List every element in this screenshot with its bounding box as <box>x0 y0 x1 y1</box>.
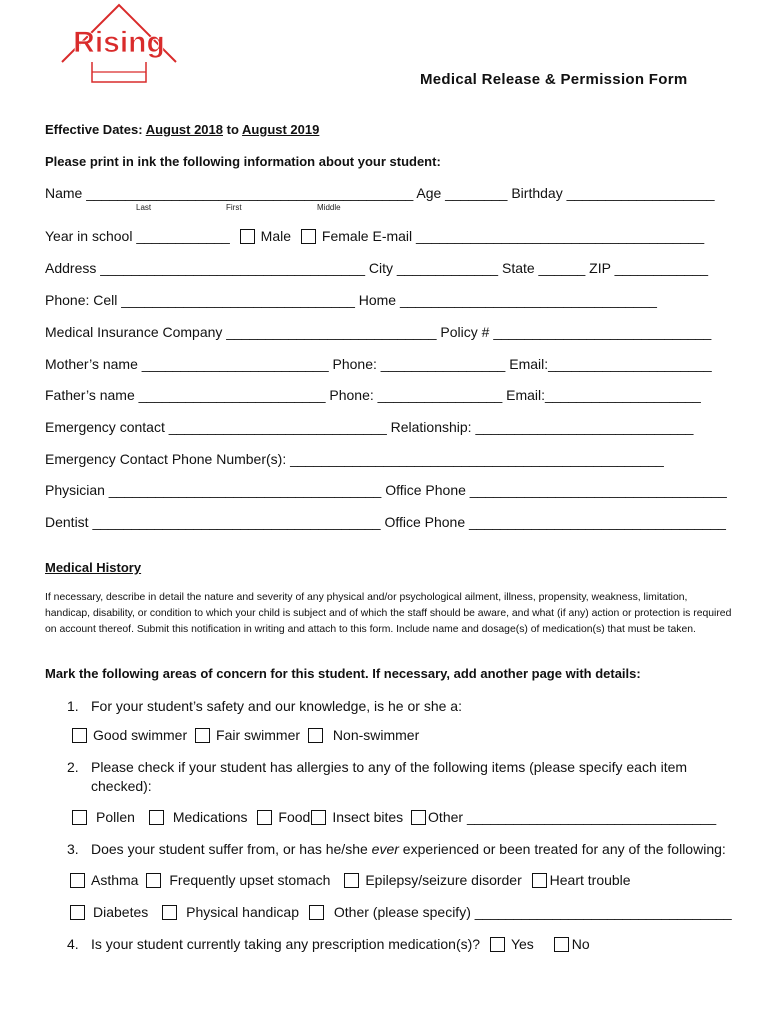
physical-handicap-checkbox[interactable] <box>162 905 177 920</box>
other-condition-checkbox[interactable] <box>309 905 324 920</box>
good-swimmer-checkbox[interactable] <box>72 728 87 743</box>
name-line[interactable]: Name __________________________________________ Age ________ Birthday ___________________ <box>45 185 715 201</box>
physical-handicap-label: Physical handicap <box>186 904 300 920</box>
food-label: Food <box>278 809 311 825</box>
medical-history-paragraph: If necessary, describe in detail the nature and severity of any physical and/or psychological ailment, illness, propensity, weakness, limitation, handicap, disability, or condition to which your child is subject and of which the staff should be aware, and what (if any) action or protection is required on account thereof. Submit this notification in writing and attach to this form. Include name and dosage(s) of medication(s) that must be taken. <box>45 592 732 635</box>
other-condition-line[interactable]: Other (please specify) _________________________________ <box>333 904 732 920</box>
year-row <box>45 228 704 244</box>
female-checkbox[interactable] <box>301 229 316 244</box>
pollen-checkbox[interactable] <box>72 810 87 825</box>
yes-label: Yes <box>510 936 534 952</box>
q3-options-row2 <box>70 904 732 920</box>
diabetes-checkbox[interactable] <box>70 905 85 920</box>
other-allergy-line[interactable]: Other ________________________________ <box>428 809 717 825</box>
q3-emphasis: ever <box>371 841 399 857</box>
pollen-label: Pollen <box>96 809 135 825</box>
q1-text <box>67 698 462 714</box>
q3-options-row1 <box>70 872 631 888</box>
yes-checkbox[interactable] <box>490 937 505 952</box>
q1-question: For your student’s safety and our knowledge, is he or she a: <box>91 698 462 714</box>
name-sub-last: Last <box>136 203 152 212</box>
male-checkbox[interactable] <box>240 229 255 244</box>
diabetes-label: Diabetes <box>93 904 149 920</box>
good-swimmer-label: Good swimmer <box>93 727 188 743</box>
q1-number: 1. <box>67 698 79 714</box>
q1-options <box>72 727 419 743</box>
dentist-line[interactable]: Dentist _____________________________________ Office Phone _________________________________ <box>45 514 726 530</box>
epilepsy-checkbox[interactable] <box>344 873 359 888</box>
medical-history-heading: Medical History <box>45 560 142 575</box>
effective-end: August 2019 <box>242 122 320 137</box>
address-line[interactable]: Address __________________________________ City _____________ State ______ ZIP ____________ <box>45 260 709 276</box>
no-checkbox[interactable] <box>554 937 569 952</box>
name-sub-middle: Middle <box>317 203 341 212</box>
insect-bites-checkbox[interactable] <box>311 810 326 825</box>
emergency-phone-line[interactable]: Emergency Contact Phone Number(s): ________________________________________________ <box>45 451 664 467</box>
mother-line[interactable]: Mother’s name ________________________ Phone: ________________ Email:_____________________ <box>45 356 712 372</box>
insect-bites-label: Insect bites <box>332 809 404 825</box>
epilepsy-label: Epilepsy/seizure disorder <box>365 872 522 888</box>
name-sub-first: First <box>226 203 242 212</box>
instruction: Please print in ink the following information about your student: <box>45 154 441 169</box>
heart-trouble-label: Heart trouble <box>549 872 631 888</box>
father-line[interactable]: Father’s name ________________________ Phone: ________________ Email:____________________ <box>45 387 701 403</box>
effective-dates <box>45 122 319 137</box>
year-line[interactable]: Year in school ____________ <box>45 228 230 244</box>
q3-post: experienced or been treated for any of the following: <box>398 841 726 857</box>
asthma-label: Asthma <box>91 872 139 888</box>
emergency-line[interactable]: Emergency contact ____________________________ Relationship: ____________________________ <box>45 419 694 435</box>
q4-question: Is your student currently taking any prescription medication(s)? <box>91 936 481 952</box>
non-swimmer-label: Non-swimmer <box>332 727 420 743</box>
no-label: No <box>571 936 590 952</box>
q2-number: 2. <box>67 759 79 775</box>
fair-swimmer-label: Fair swimmer <box>216 727 301 743</box>
q2-line2: checked): <box>91 778 152 794</box>
effective-label: Effective Dates: <box>45 122 143 137</box>
upset-stomach-checkbox[interactable] <box>146 873 161 888</box>
q2-options <box>72 809 716 825</box>
male-label: Male <box>260 228 292 244</box>
asthma-checkbox[interactable] <box>70 873 85 888</box>
effective-to: to <box>226 122 239 137</box>
phone-line[interactable]: Phone: Cell ______________________________ Home _________________________________ <box>45 292 657 308</box>
medications-checkbox[interactable] <box>149 810 164 825</box>
q4-number: 4. <box>67 936 79 952</box>
q3-pre: Does your student suffer from, or has he/she <box>91 841 372 857</box>
non-swimmer-checkbox[interactable] <box>308 728 323 743</box>
other-allergy-checkbox[interactable] <box>411 810 426 825</box>
logo-text: Rising <box>73 26 165 59</box>
effective-start: August 2018 <box>145 122 223 137</box>
concern-heading: Mark the following areas of concern for this student. If necessary, add another page with details: <box>45 666 641 681</box>
q2-text-1 <box>67 759 687 775</box>
fair-swimmer-checkbox[interactable] <box>195 728 210 743</box>
insurance-line[interactable]: Medical Insurance Company ___________________________ Policy # ____________________________ <box>45 324 712 340</box>
female-email-line[interactable]: Female E-mail _____________________________________ <box>321 228 705 244</box>
rising-logo <box>58 2 180 86</box>
food-checkbox[interactable] <box>257 810 272 825</box>
q3-text <box>67 841 726 857</box>
physician-line[interactable]: Physician ___________________________________ Office Phone _________________________________ <box>45 482 727 498</box>
q2-line1: Please check if your student has allergies to any of the following items (please specify each item <box>91 759 688 775</box>
medications-label: Medications <box>172 809 248 825</box>
heart-trouble-checkbox[interactable] <box>532 873 547 888</box>
form-title: Medical Release & Permission Form <box>420 71 688 88</box>
q3-number: 3. <box>67 841 79 857</box>
q4-row <box>67 936 590 952</box>
upset-stomach-label: Frequently upset stomach <box>169 872 331 888</box>
